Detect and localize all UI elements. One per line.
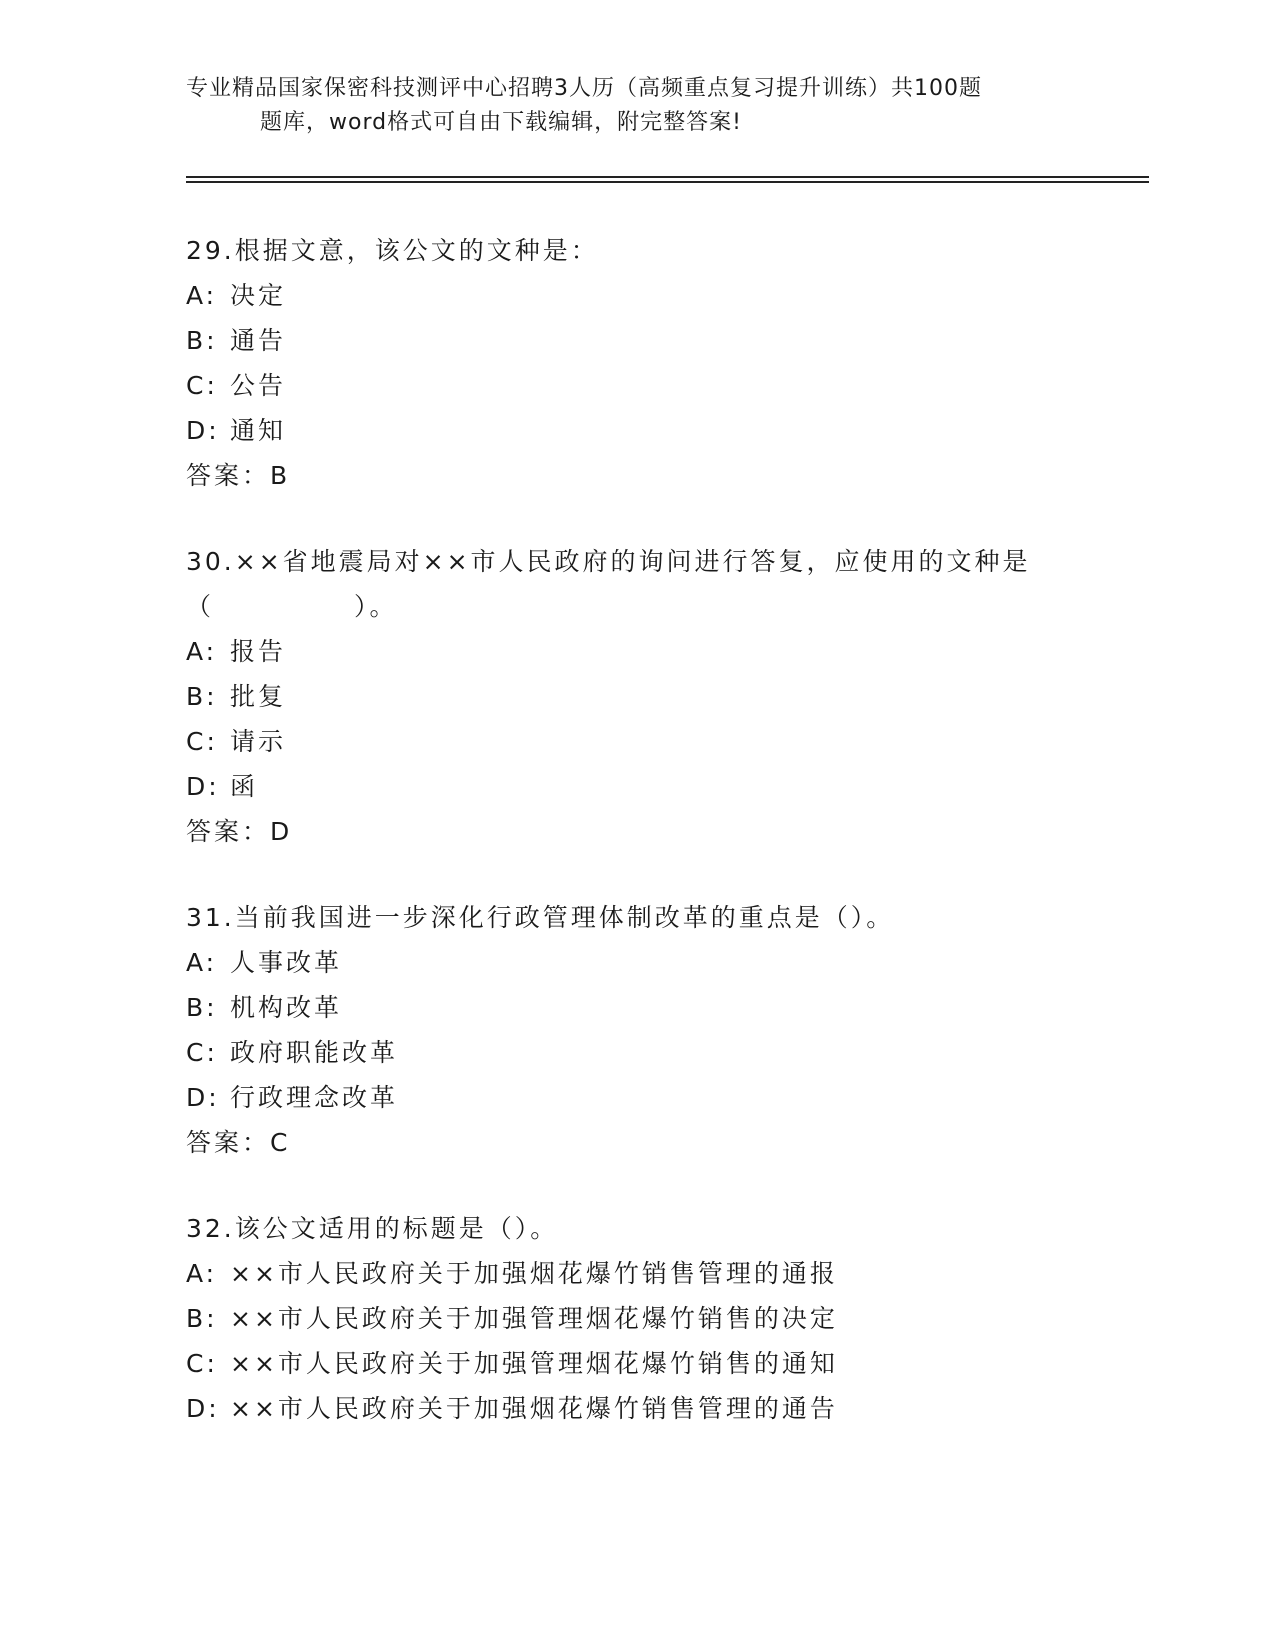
- question-list: [186, 228, 1086, 1472]
- option-key: A:: [186, 1259, 218, 1288]
- option-key: A:: [186, 948, 218, 977]
- option-key: A:: [186, 281, 218, 310]
- option-row: [186, 940, 1086, 985]
- option-row: [186, 764, 1086, 809]
- answer-text: 答案：B: [186, 461, 291, 490]
- option-row: [186, 363, 1086, 408]
- question-text: 30.××省地震局对××市人民政府的询问进行答复，应使用的文种是: [186, 547, 1031, 576]
- question-block: [186, 1206, 1086, 1431]
- option-row: [186, 1251, 1086, 1296]
- option-key: C:: [186, 371, 218, 400]
- option-key: B:: [186, 326, 218, 355]
- option-key: C:: [186, 1349, 218, 1378]
- option-key: D:: [186, 1083, 220, 1112]
- header-title-line-1: 专业精品国家保密科技测评中心招聘3人历（高频重点复习提升训练）共100题: [186, 76, 982, 101]
- question-text: 32.该公文适用的标题是（）。: [186, 1214, 559, 1243]
- question-block: [186, 539, 1086, 854]
- option-key: B:: [186, 1304, 218, 1333]
- option-key: B:: [186, 682, 218, 711]
- option-key: D:: [186, 416, 220, 445]
- option-key: D:: [186, 1394, 220, 1423]
- option-row: [186, 1030, 1086, 1075]
- answer-text: 答案：D: [186, 817, 293, 846]
- question-text: 31.当前我国进一步深化行政管理体制改革的重点是（）。: [186, 903, 895, 932]
- option-row: [186, 318, 1086, 363]
- question-text: 29.根据文意，该公文的文种是：: [186, 236, 599, 265]
- question-block: [186, 228, 1086, 498]
- question-block: [186, 895, 1086, 1165]
- option-text: 机构改革: [230, 993, 343, 1022]
- option-text: 通知: [230, 416, 287, 445]
- header-rule-bottom: [186, 181, 1149, 183]
- option-text: ××市人民政府关于加强管理烟花爆竹销售的通知: [230, 1349, 838, 1378]
- header-title-line-2: 题库，word格式可自由下载编辑，附完整答案!: [260, 110, 742, 135]
- option-key: A:: [186, 637, 218, 666]
- option-text: 批复: [230, 682, 287, 711]
- option-text: 通告: [230, 326, 287, 355]
- option-key: C:: [186, 1038, 218, 1067]
- answer-text: 答案：C: [186, 1128, 291, 1157]
- option-key: C:: [186, 727, 218, 756]
- option-row: [186, 719, 1086, 764]
- option-text: ××市人民政府关于加强烟花爆竹销售管理的通报: [230, 1259, 838, 1288]
- option-text: 决定: [230, 281, 287, 310]
- document-header: [186, 72, 1076, 140]
- option-text: ××市人民政府关于加强烟花爆竹销售管理的通告: [230, 1394, 838, 1423]
- question-text-continuation: （ ）。: [186, 592, 398, 621]
- option-text: 函: [230, 772, 259, 801]
- option-row: [186, 1075, 1086, 1120]
- option-text: 政府职能改革: [230, 1038, 399, 1067]
- option-text: ××市人民政府关于加强管理烟花爆竹销售的决定: [230, 1304, 838, 1333]
- option-text: 人事改革: [230, 948, 343, 977]
- header-rule-top: [186, 176, 1149, 178]
- option-row: [186, 674, 1086, 719]
- option-row: [186, 629, 1086, 674]
- option-row: [186, 1296, 1086, 1341]
- option-key: B:: [186, 993, 218, 1022]
- option-key: D:: [186, 772, 220, 801]
- option-text: 报告: [230, 637, 287, 666]
- option-row: [186, 408, 1086, 453]
- option-row: [186, 1341, 1086, 1386]
- option-text: 行政理念改革: [230, 1083, 399, 1112]
- option-row: [186, 1386, 1086, 1431]
- option-row: [186, 985, 1086, 1030]
- option-text: 公告: [230, 371, 287, 400]
- option-row: [186, 273, 1086, 318]
- option-text: 请示: [230, 727, 287, 756]
